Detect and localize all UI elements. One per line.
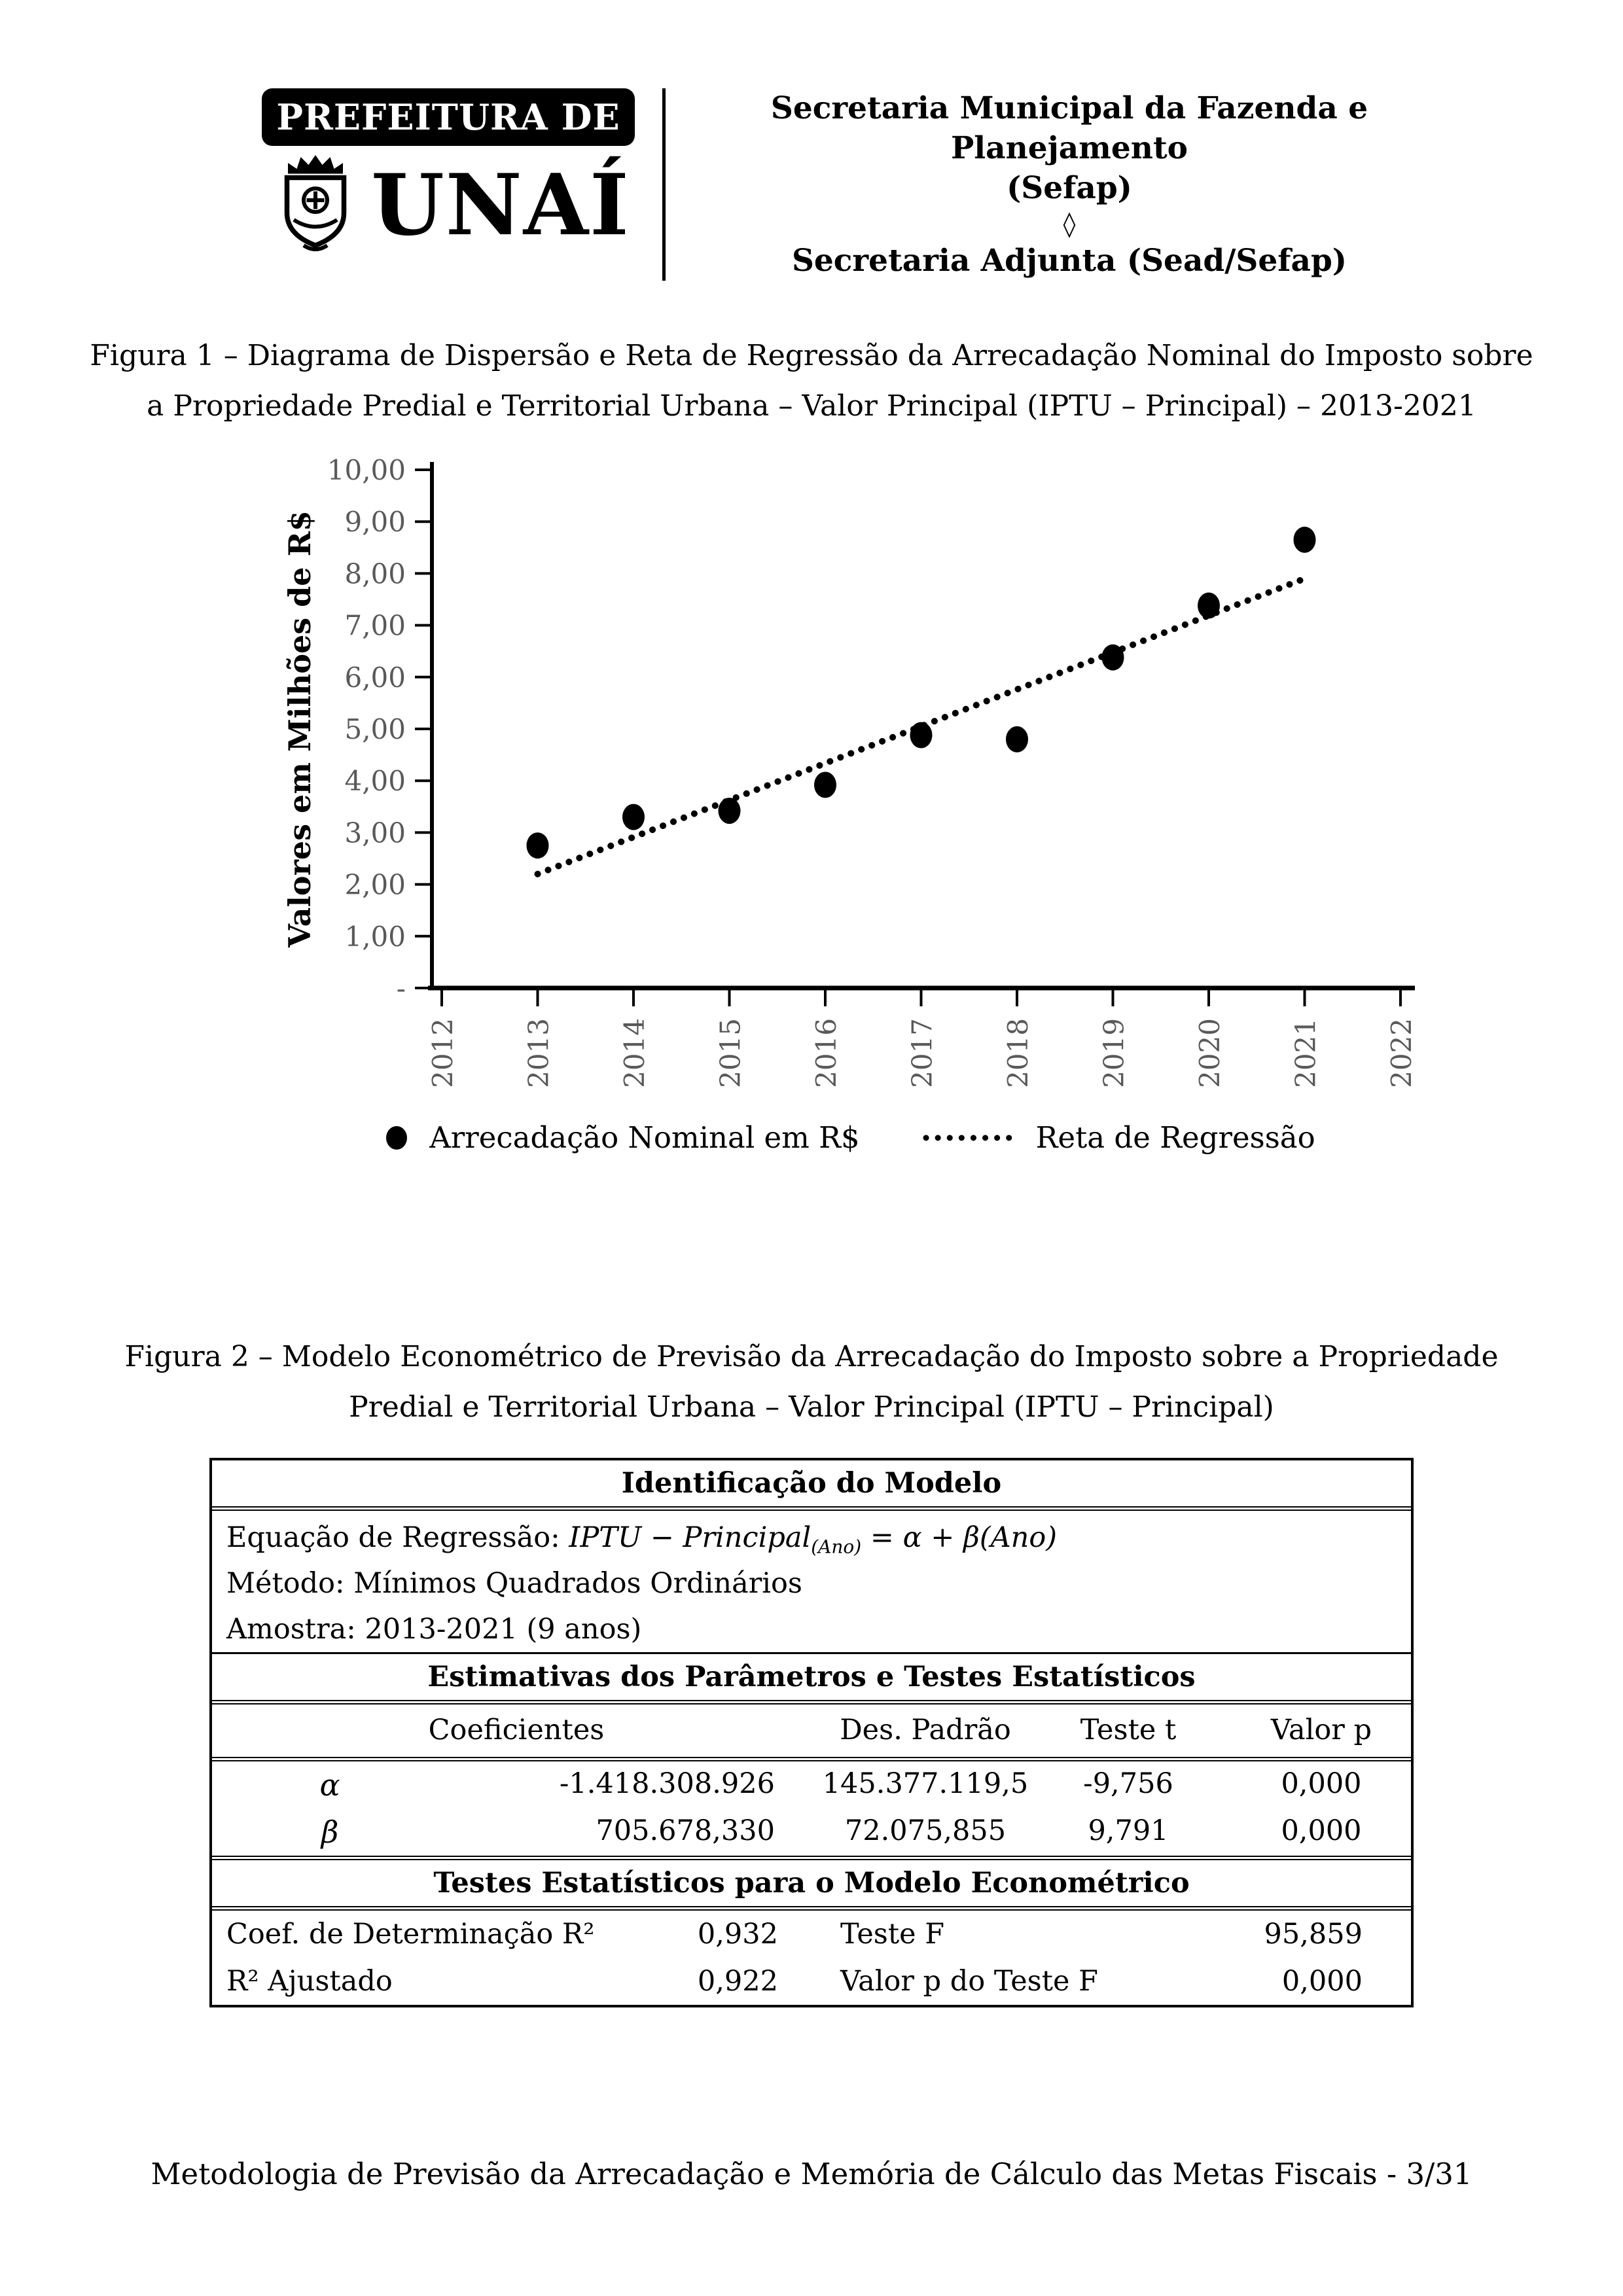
city-name: UNAÍ (371, 156, 630, 255)
table-row-r2-ajustado: R² Ajustado 0,922 Valor p do Teste F 0,000 (226, 1964, 1363, 1998)
svg-text:6,00: 6,00 (344, 661, 406, 694)
figure1-title: Figura 1 – Diagrama de Dispersão e Reta de Regressão da Arrecadação Nominal do Imposto sobre a Propriedade Predial e Territorial Urbana – Valor Principal (IPTU – Principal) – 2013-2021 (90, 339, 1533, 423)
col-header-des-padrao: Des. Padrão (840, 1713, 1011, 1746)
svg-text:2019: 2019 (1097, 1018, 1130, 1088)
svg-text:Valores em Milhões de R$: Valores em Milhões de R$ (282, 510, 317, 947)
prefeitura-logo (262, 88, 635, 281)
legend-item-regressao (922, 1120, 1315, 1155)
svg-text:2012: 2012 (427, 1018, 459, 1088)
param-header-row (212, 1704, 1411, 1761)
sample-line: Amostra: 2013-2021 (9 anos) (212, 1606, 1411, 1654)
alpha-symbol: α (319, 1767, 340, 1803)
svg-text:5,00: 5,00 (344, 713, 406, 745)
org-line3: Secretaria Adjunta (Sead/Sefap) (791, 242, 1347, 279)
dotted-line-icon (922, 1133, 1014, 1143)
header-divider (662, 88, 666, 281)
svg-text:2020: 2020 (1194, 1018, 1226, 1088)
org-line2: (Sefap) (1007, 170, 1132, 207)
unai-crest-icon (266, 151, 365, 259)
col-header-coeficientes: Coeficientes (428, 1713, 605, 1746)
figure2-title: Figura 2 – Modelo Econométrico de Previsão da Arrecadação do Imposto sobre a Propriedade Predial e Territorial Urbana – Valor Principal (IPTU – Principal) (124, 1340, 1499, 1424)
svg-text:3,00: 3,00 (344, 817, 406, 849)
svg-text:2017: 2017 (906, 1018, 938, 1088)
figure1-chart (275, 451, 1427, 1155)
svg-text:2,00: 2,00 (344, 868, 406, 901)
scatter-marker-icon (386, 1126, 407, 1150)
method-line: Método: Mínimos Quadrados Ordinários (226, 1566, 802, 1600)
org-line1: Secretaria Municipal da Fazenda e Planejamento (770, 90, 1368, 167)
svg-text:8,00: 8,00 (344, 557, 406, 590)
svg-text:-: - (396, 972, 406, 1004)
model-table (209, 1458, 1414, 2007)
svg-text:2018: 2018 (1002, 1018, 1034, 1088)
svg-text:4,00: 4,00 (344, 765, 406, 798)
legend-label-arrecadacao: Arrecadação Nominal em R$ (429, 1120, 860, 1155)
svg-text:9,00: 9,00 (344, 506, 406, 539)
prefeitura-banner: PREFEITURA DE (262, 88, 635, 146)
col-header-valor-p: Valor p (1270, 1713, 1372, 1746)
svg-text:1,00: 1,00 (344, 920, 406, 953)
page-footer: Metodologia de Previsão da Arrecadação e Memória de Cálculo das Metas Fiscais - 3/31 (151, 2157, 1472, 2191)
diamond-icon: ◊ (1063, 209, 1076, 239)
svg-text:7,00: 7,00 (344, 609, 406, 642)
svg-text:2013: 2013 (522, 1018, 555, 1088)
legend-label-regressao: Reta de Regressão (1035, 1120, 1315, 1155)
svg-text:2015: 2015 (714, 1018, 747, 1088)
page-header (262, 88, 1446, 281)
svg-text:2021: 2021 (1289, 1018, 1322, 1088)
col-header-teste-t: Teste t (1080, 1713, 1177, 1746)
table-section-testes: Testes Estatísticos para o Modelo Econométrico (212, 1860, 1411, 1911)
svg-text:2014: 2014 (618, 1018, 651, 1088)
legend-item-arrecadacao (386, 1120, 859, 1155)
svg-text:10,00: 10,00 (327, 454, 406, 486)
table-row-alpha: α -1.418.308.926 145.377.119,5 -9,756 0,000 (212, 1761, 1411, 1809)
beta-symbol: β (321, 1814, 339, 1850)
scatter-chart (275, 451, 1427, 1106)
regression-equation: Equação de Regressão: IPTU − Principal$_{(Ano)}$ = α + β(Ano) (226, 1521, 1058, 1558)
org-titles (693, 88, 1446, 281)
table-row-beta: β 705.678,330 72.075,855 9,791 0,000 (212, 1809, 1411, 1860)
table-section-identificacao: Identificação do Modelo (212, 1460, 1411, 1511)
table-row-r2: Coef. de Determinação R² 0,932 Teste F 95,859 (226, 1917, 1363, 1951)
svg-text:2022: 2022 (1385, 1018, 1418, 1088)
table-section-estimativas: Estimativas dos Parâmetros e Testes Estatísticos (212, 1654, 1411, 1704)
svg-text:2016: 2016 (810, 1018, 842, 1088)
chart-legend (275, 1120, 1427, 1155)
